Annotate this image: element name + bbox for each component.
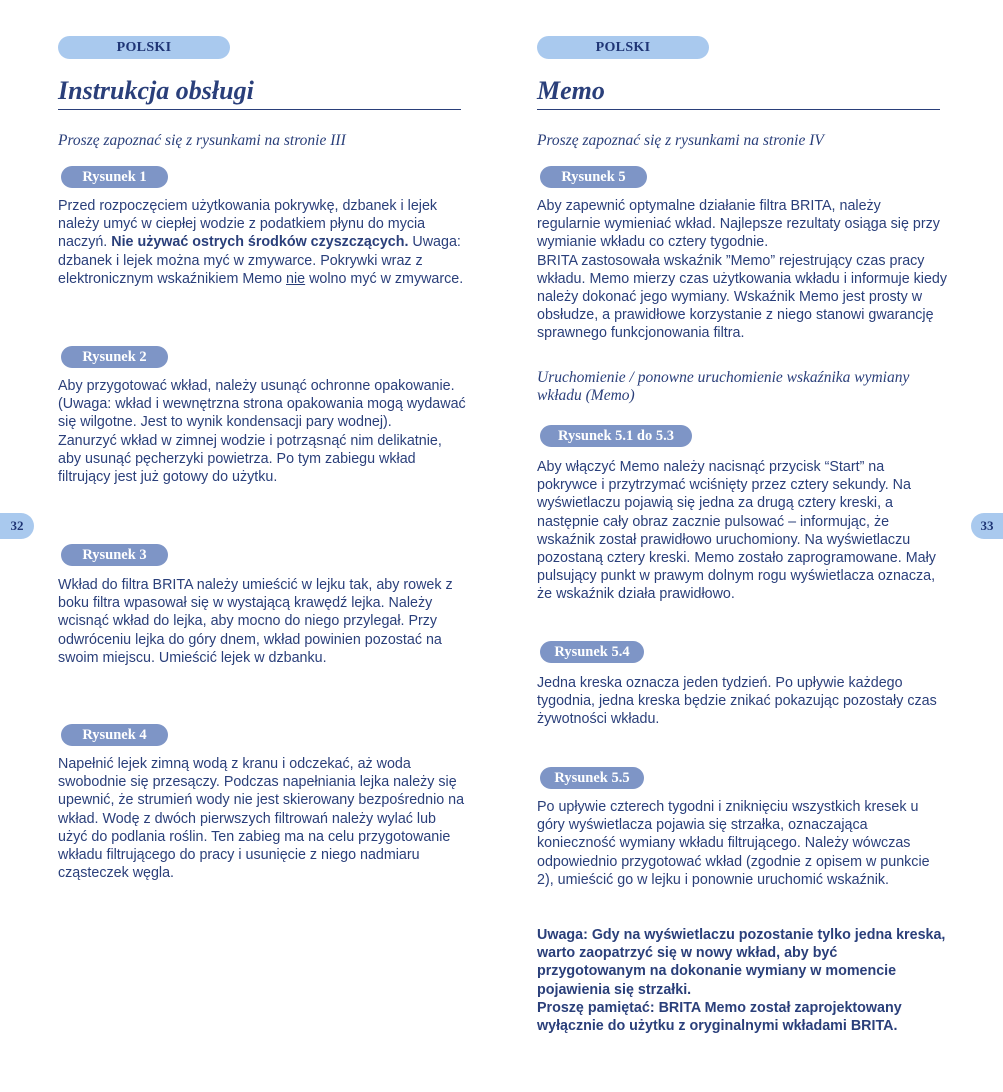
figure-label-5-4: Rysunek 5.4 bbox=[540, 641, 644, 663]
figure-label-3: Rysunek 3 bbox=[61, 544, 168, 566]
figure-2-text: Aby przygotować wkład, należy usunąć ochronne opakowanie. (Uwaga: wkład i wewnętrzna strona opakowania mogą wydawać się wilgotne. Jest to wynik kondensacji pary wodnej). Zanurzyć wkład w zimnej wodzie i potrząsnąć nim delikatnie, aby usunąć pęcherzyki powietrza. Po tym zabiegu wkład filtrujący jest już gotowy do użytku. bbox=[58, 378, 466, 486]
memo-setup-subheading: Uruchomienie / ponowne uruchomienie wskaźnika wymiany wkładu (Memo) bbox=[537, 369, 910, 404]
page-number-left: 32 bbox=[0, 513, 34, 539]
figure-1-text: Przed rozpoczęciem użytkowania pokrywkę, dzbanek i lejek należy umyć w ciepłej wodzie z podatkiem płynu do mycia naczyń. Nie używać ostrych środków czyszczących. Uwaga: dzbanek i lejek można myć w zmywarce. Pokrywki wraz z elektronicznym wskaźnikiem Memo nie wolno myć w zmywarce. bbox=[58, 198, 464, 287]
figure-5-text: Aby zapewnić optymalne działanie filtra BRITA, należy regularnie wymieniać wkład. Najlepsze rezultaty osiąga się przy wymianie wkładu co cztery tygodnie. BRITA zastosowała wskaźnik ”Memo” rejestrujący czas pracy wkładu. Memo mierzy czas użytkowania wkładu i informuje kiedy należy dokonać jego wymiany. Wskaźnik Memo jest prosty w obsłudze, a prawidłowe korzystanie z niego stanowi gwarancję sprawnego funkcjonowania filtra. bbox=[537, 198, 947, 342]
figure-5-5-text: Po upływie czterech tygodni i zniknięciu wszystkich kresek u góry wyświetlacza pojawia się strzałka, oznaczająca konieczność wymiany wkładu filtrującego. Należy wówczas odpowiednio przygotować wkład (zgodnie z opisem w punkcie 2), umieścić go w lejku i ponownie uruchomić wskaźnik. bbox=[537, 799, 930, 888]
figure-5-4-text: Jedna kreska oznacza jeden tydzień. Po upływie każdego tygodnia, jedna kreska będzie znikać pokazując pozostały czas żywotności wkładu. bbox=[537, 675, 937, 728]
language-label: POLSKI bbox=[58, 36, 230, 59]
figure-4-text: Napełnić lejek zimną wodą z kranu i odczekać, aż woda swobodnie się przesączy. Podczas napełniania lejka należy się upewnić, że strumień wody nie jest skierowany bezpośrednio na wkład. Wodę z dwóch pierwszych filtrowań należy wylać lub użyć do podlania roślin. Ten zabieg ma na celu przygotowanie wkładu filtrującego do pracy i usunięcie z niego nadmiaru cząsteczek węgla. bbox=[58, 756, 465, 882]
figure-label-2: Rysunek 2 bbox=[61, 346, 168, 368]
figure-3-text: Wkład do filtra BRITA należy umieścić w lejku tak, aby rowek z boku filtra wpasował się w wystającą krawędź lejka. Należy wcisnąć wkład do lejka, aby mocno do niego przylegał. Przy odwróceniu lejka do góry dnem, wkład powinien pozostać na swoim miejscu. Umieścić lejek w dzbanku. bbox=[58, 577, 453, 666]
page-title: Instrukcja obsługi bbox=[58, 76, 461, 110]
page-number-right: 33 bbox=[971, 513, 1003, 539]
figure-label-4: Rysunek 4 bbox=[61, 724, 168, 746]
figure-label-1: Rysunek 1 bbox=[61, 166, 168, 188]
figure-5-1-text: Aby włączyć Memo należy nacisnąć przycisk “Start” na pokrywce i przytrzymać wciśnięty przez cztery sekundy. Na wyświetlaczu pojawią się jedna za drugą cztery kreski, a następnie cały obraz zacznie pulsować – informując, że wskaźnik został prawidłowo uruchomiony. Na wyświetlaczu pozostaną cztery kreski. Memo zostało zaprogramowane. Mały pulsujący punkt w prawym dolnym rogu wyświetlacza oznacza, że wskaźnik działa prawidłowo. bbox=[537, 459, 936, 603]
figure-label-5: Rysunek 5 bbox=[540, 166, 647, 188]
figures-reference-note: Proszę zapoznać się z rysunkami na stronie IV bbox=[537, 132, 824, 149]
figure-label-5-1-to-5-3: Rysunek 5.1 do 5.3 bbox=[540, 425, 692, 447]
page-title: Memo bbox=[537, 76, 940, 110]
figures-reference-note: Proszę zapoznać się z rysunkami na stronie III bbox=[58, 132, 346, 149]
language-label: POLSKI bbox=[537, 36, 709, 59]
figure-label-5-5: Rysunek 5.5 bbox=[540, 767, 644, 789]
warning-note: Uwaga: Gdy na wyświetlaczu pozostanie tylko jedna kreska, warto zaopatrzyć się w nowy wkład, aby być przygotowanym na dokonanie wymiany w momencie pojawienia się strzałki. Proszę pamiętać: BRITA Memo został zaprojektowany wyłącznie do użytku z oryginalnymi wkładami BRITA. bbox=[537, 927, 946, 1035]
